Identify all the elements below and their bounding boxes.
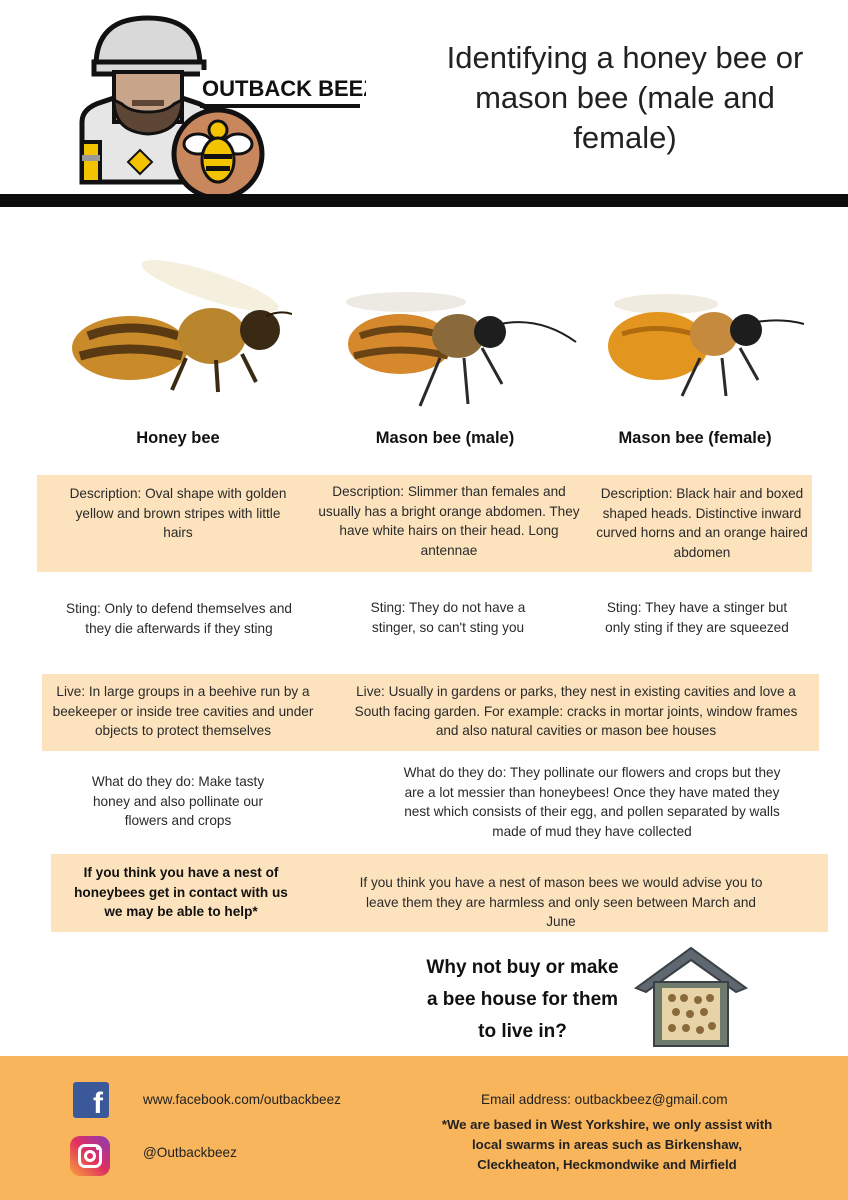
description-honey-bee: Description: Oval shape with golden yellow and brown stripes with little hairs <box>69 486 287 540</box>
nest-honey-bee: If you think you have a nest of honeybees get in contact with us we may be able to help* <box>74 865 288 919</box>
bee-house-icon <box>632 944 750 1050</box>
facebook-link[interactable]: www.facebook.com/outbackbeez <box>143 1092 341 1107</box>
location-note: *We are based in West Yorkshire, we only assist with local swarms in areas such as Birkenshaw, Cleckheaton, Heckmondwike and Mirfield <box>441 1117 773 1172</box>
sting-mason-female: Sting: They have a stinger but only sting if they are squeezed <box>605 600 789 635</box>
header-divider <box>0 194 848 207</box>
description-mason-male: Description: Slimmer than females and usually has a bright orange abdomen. They have white hairs on their head. Long antennae <box>318 484 580 558</box>
bee-house-callout: Why not buy or make a bee house for them to live in? <box>426 957 619 1042</box>
logo <box>74 12 366 198</box>
column-heading-mason-male: Mason bee (male) <box>375 429 515 447</box>
sting-mason-male: Sting: They do not have a stinger, so can't sting you <box>370 600 526 635</box>
live-honey-bee: Live: In large groups in a beehive run by a beekeeper or inside tree cavities and under objects to protect themselves <box>52 684 314 738</box>
honey-bee-image <box>60 258 292 398</box>
column-heading-honey-bee: Honey bee <box>136 429 220 447</box>
email-address[interactable]: Email address: outbackbeez@gmail.com <box>481 1092 728 1107</box>
sting-honey-bee: Sting: Only to defend themselves and they die afterwards if they sting <box>66 601 292 636</box>
live-mason-bee: Live: Usually in gardens or parks, they nest in existing cavities and love a South facing garden. For example: cracks in mortar joints, window frames and also natural cavities or mason bee houses <box>354 684 798 738</box>
page-title: Identifying a honey bee or mason bee (male and female) <box>446 40 804 155</box>
male-mason-bee-image <box>340 286 578 410</box>
instagram-handle[interactable]: @Outbackbeez <box>143 1145 237 1160</box>
column-heading-mason-female: Mason bee (female) <box>618 429 772 447</box>
logo-text: OUTBACK BEEZ <box>202 76 366 101</box>
what-they-do-honey-bee: What do they do: Make tasty honey and also pollinate our flowers and crops <box>91 774 265 828</box>
instagram-icon[interactable] <box>70 1136 110 1176</box>
female-mason-bee-image <box>602 284 806 402</box>
nest-mason-bee: If you think you have a nest of mason bees we would advise you to leave them they are harmless and only seen between March and June <box>359 875 763 929</box>
beekeeper-logo-icon <box>74 12 366 198</box>
description-mason-female: Description: Black hair and boxed shaped heads. Distinctive inward curved horns and an orange haired abdomen <box>596 486 808 560</box>
what-they-do-mason-bee: What do they do: They pollinate our flowers and crops but they are a lot messier than honeybees! Once they have mated they nest which consists of their egg, and pollen separated by walls made of mud they have collected <box>403 765 781 839</box>
facebook-icon[interactable]: f <box>73 1082 109 1118</box>
